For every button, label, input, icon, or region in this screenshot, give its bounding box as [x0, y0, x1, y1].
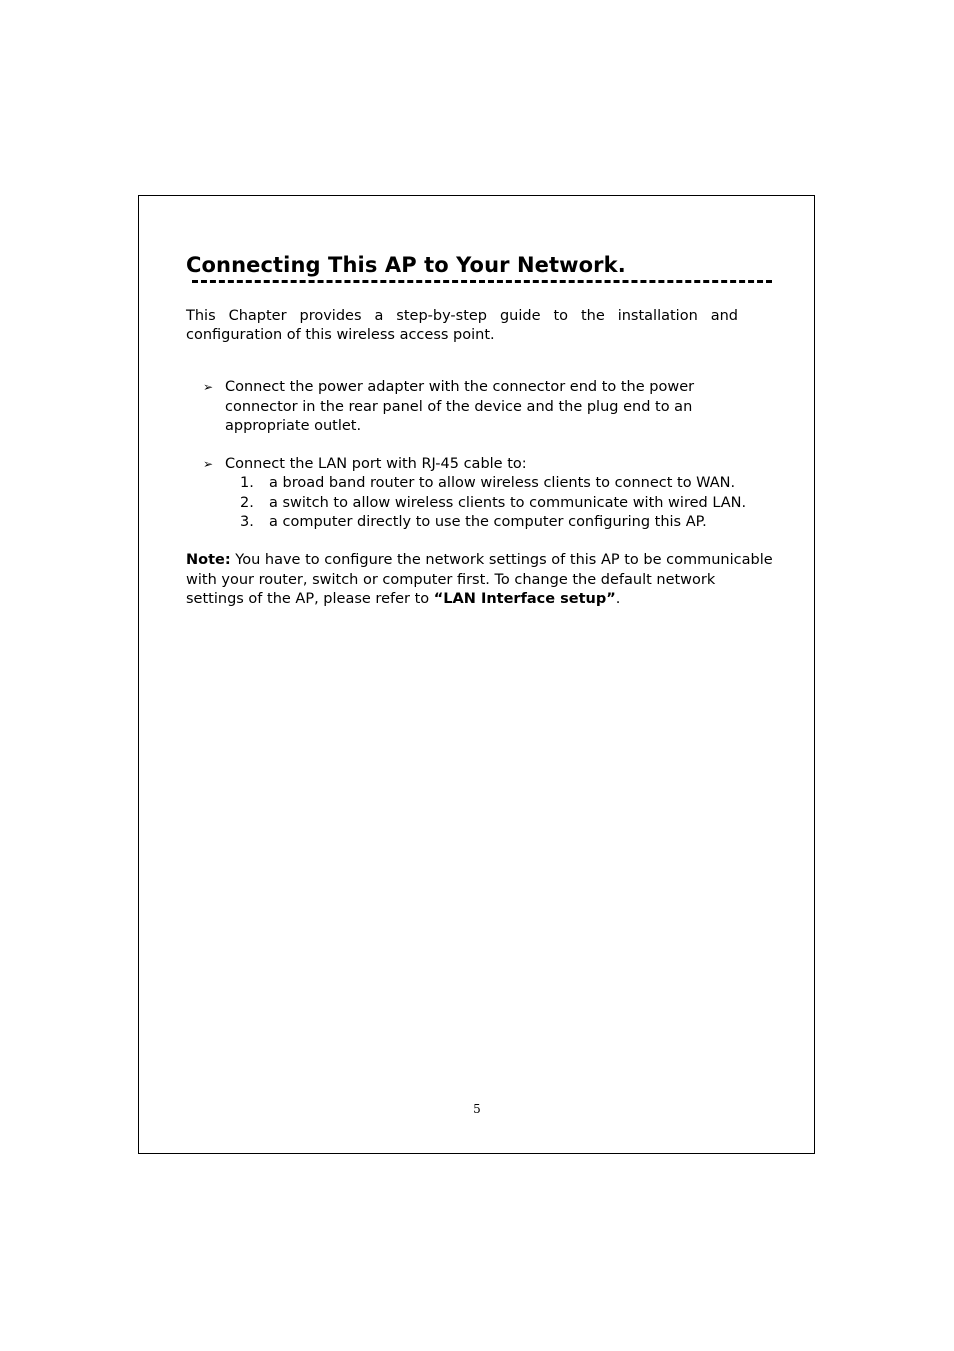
- list-number: 1.: [240, 475, 254, 491]
- bullet-item-lan: [203, 455, 763, 475]
- note-paragraph: [186, 551, 776, 610]
- list-item: [240, 513, 746, 533]
- page-number: 5: [473, 1102, 481, 1116]
- lan-interface-setup-reference: “LAN Interface setup”: [433, 591, 616, 607]
- list-item-text: a switch to allow wireless clients to communicate with wired LAN.: [269, 494, 747, 511]
- intro-paragraph: This Chapter provides a step-by-step guide to the installation and configuration of this wireless access point.: [186, 308, 738, 343]
- arrow-bullet-icon: ➢: [203, 380, 214, 394]
- note-text: You have to configure the network settings of this AP to be communicable with your router, switch or computer first. To change the default network settings of the AP, please refer to: [186, 552, 773, 607]
- bullet-item-power: [203, 378, 763, 437]
- bullet-text: Connect the LAN port with RJ-45 cable to:: [225, 456, 527, 472]
- list-number: 3.: [240, 514, 254, 530]
- bullet-text: Connect the power adapter with the connector end to the power connector in the rear panel of the device and the plug end to an appropriate outlet.: [225, 379, 695, 434]
- section-heading: Connecting This AP to Your Network.: [186, 253, 626, 277]
- list-item: [240, 494, 746, 514]
- list-number: 2.: [240, 494, 254, 511]
- heading-dashed-rule: [192, 280, 772, 283]
- note-label: Note:: [186, 552, 231, 568]
- list-item: [240, 474, 746, 494]
- arrow-bullet-icon: ➢: [203, 457, 214, 471]
- list-item-text: a broad band router to allow wireless clients to connect to WAN.: [269, 475, 736, 491]
- list-item-text: a computer directly to use the computer configuring this AP.: [269, 514, 707, 530]
- note-end: .: [615, 591, 621, 607]
- numbered-list: [240, 474, 746, 533]
